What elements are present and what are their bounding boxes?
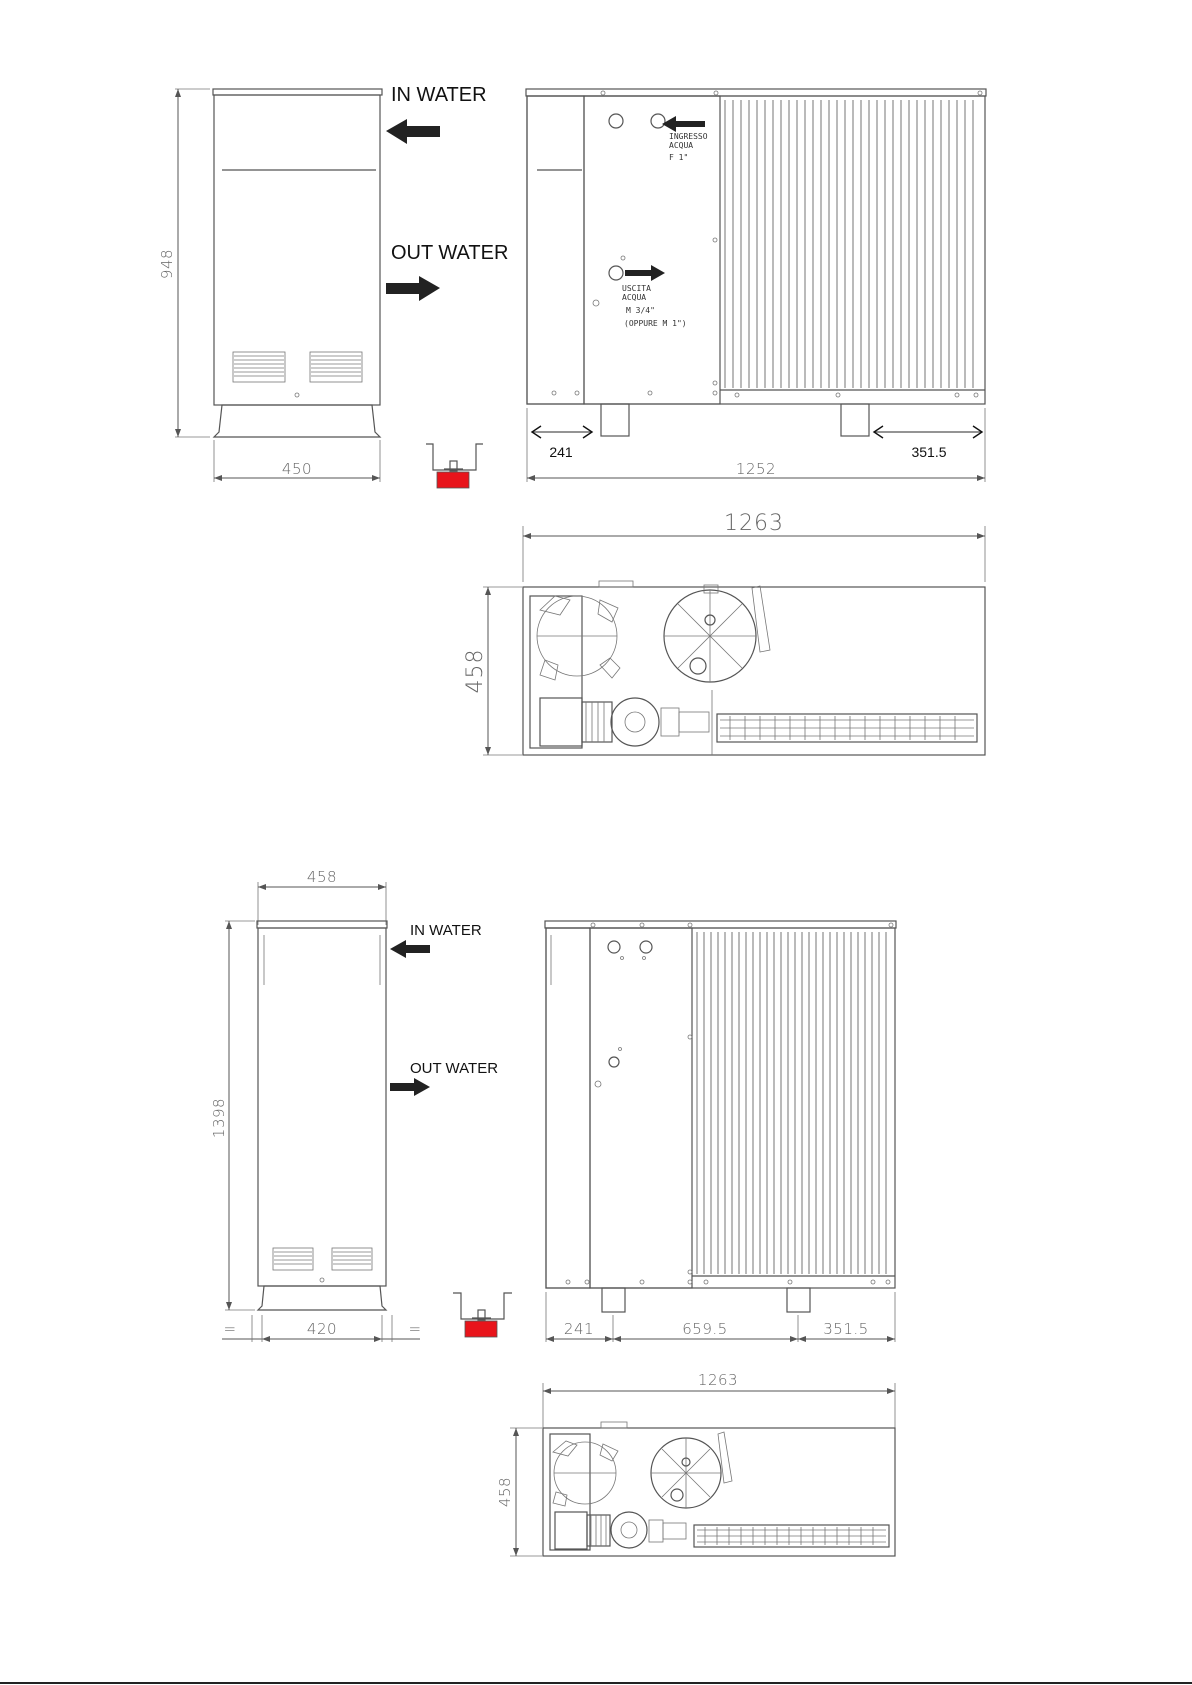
unit2-offset-left: 241: [563, 1320, 595, 1338]
unit2-coil-fins: [697, 932, 886, 1274]
unit1-pump-icon: [540, 698, 709, 746]
drain-icon: [426, 444, 483, 488]
unit1-front-view: [526, 89, 986, 482]
in-water-label: IN WATER: [391, 84, 487, 106]
unit1-side-grille: [233, 352, 362, 382]
unit2-pump-icon: [555, 1512, 686, 1549]
unit2-water-inlet: [608, 941, 620, 953]
ingresso-label-3: F 1": [669, 153, 689, 162]
unit1-exchanger-icon: [717, 714, 977, 742]
unit2-plan-width: 1263: [697, 1371, 739, 1389]
unit1-compressor-icon: [664, 585, 770, 682]
unit2-water-outlet: [609, 1057, 619, 1067]
ingresso-label-2: ACQUA: [669, 141, 694, 150]
unit1-water-labels: [386, 84, 508, 301]
in-water-label-2: IN WATER: [410, 922, 482, 939]
in-water-arrow-icon: [386, 119, 440, 144]
unit2-side-view: [210, 868, 422, 1342]
unit2-width-label: 458: [306, 868, 338, 886]
unit1-offset-right: 351.5: [911, 444, 947, 460]
unit1-plan-depth: 458: [463, 648, 488, 694]
unit1-plan-view: [463, 511, 985, 755]
unit2-exchanger-icon: [694, 1525, 889, 1547]
unit1-plan-width: 1263: [724, 511, 784, 536]
eq-right-label: =: [408, 1320, 422, 1338]
ingresso-label: INGRESSO: [669, 132, 708, 141]
unit1-width-label: 450: [281, 460, 313, 478]
unit2-plan-view: [496, 1371, 895, 1556]
in-water-arrow-icon-2: [390, 940, 430, 958]
unit1-side-view: [158, 89, 382, 482]
drain-icon-2: [453, 1293, 512, 1337]
unit2-front-view: [545, 921, 896, 1342]
unit2-side-grille: [273, 1248, 372, 1270]
unit2-fan-icon: [553, 1441, 618, 1506]
unit2-plan-depth: 458: [496, 1476, 514, 1508]
out-water-arrow-icon-2: [390, 1078, 430, 1096]
uscita-label-3: M 3/4": [626, 306, 655, 315]
unit1-water-outlet: [609, 266, 623, 280]
out-water-label-2: OUT WATER: [410, 1060, 499, 1077]
eq-left-label: =: [223, 1320, 237, 1338]
unit1-water-inlet: [609, 114, 623, 128]
unit1-coil-fins: [725, 100, 973, 388]
unit1-height-label: 948: [158, 248, 176, 280]
unit2-base-width: 420: [306, 1320, 338, 1338]
out-water-label: OUT WATER: [391, 242, 509, 264]
unit2-compressor-icon: [651, 1432, 732, 1508]
unit2-height-label: 1398: [210, 1097, 228, 1139]
out-water-arrow-icon: [386, 276, 440, 301]
uscita-label: USCITA: [622, 284, 651, 293]
unit1-offset-left: 241: [549, 444, 573, 460]
unit2-offset-mid: 659.5: [682, 1320, 728, 1338]
unit1-front-width: 1252: [735, 460, 777, 478]
unit2-water-labels: [390, 922, 498, 1096]
unit2-offset-right: 351.5: [823, 1320, 869, 1338]
uscita-label-4: (OPPURE M 1"): [624, 319, 687, 328]
uscita-label-2: ACQUA: [622, 293, 647, 302]
unit1-fan-icon: [537, 596, 620, 680]
